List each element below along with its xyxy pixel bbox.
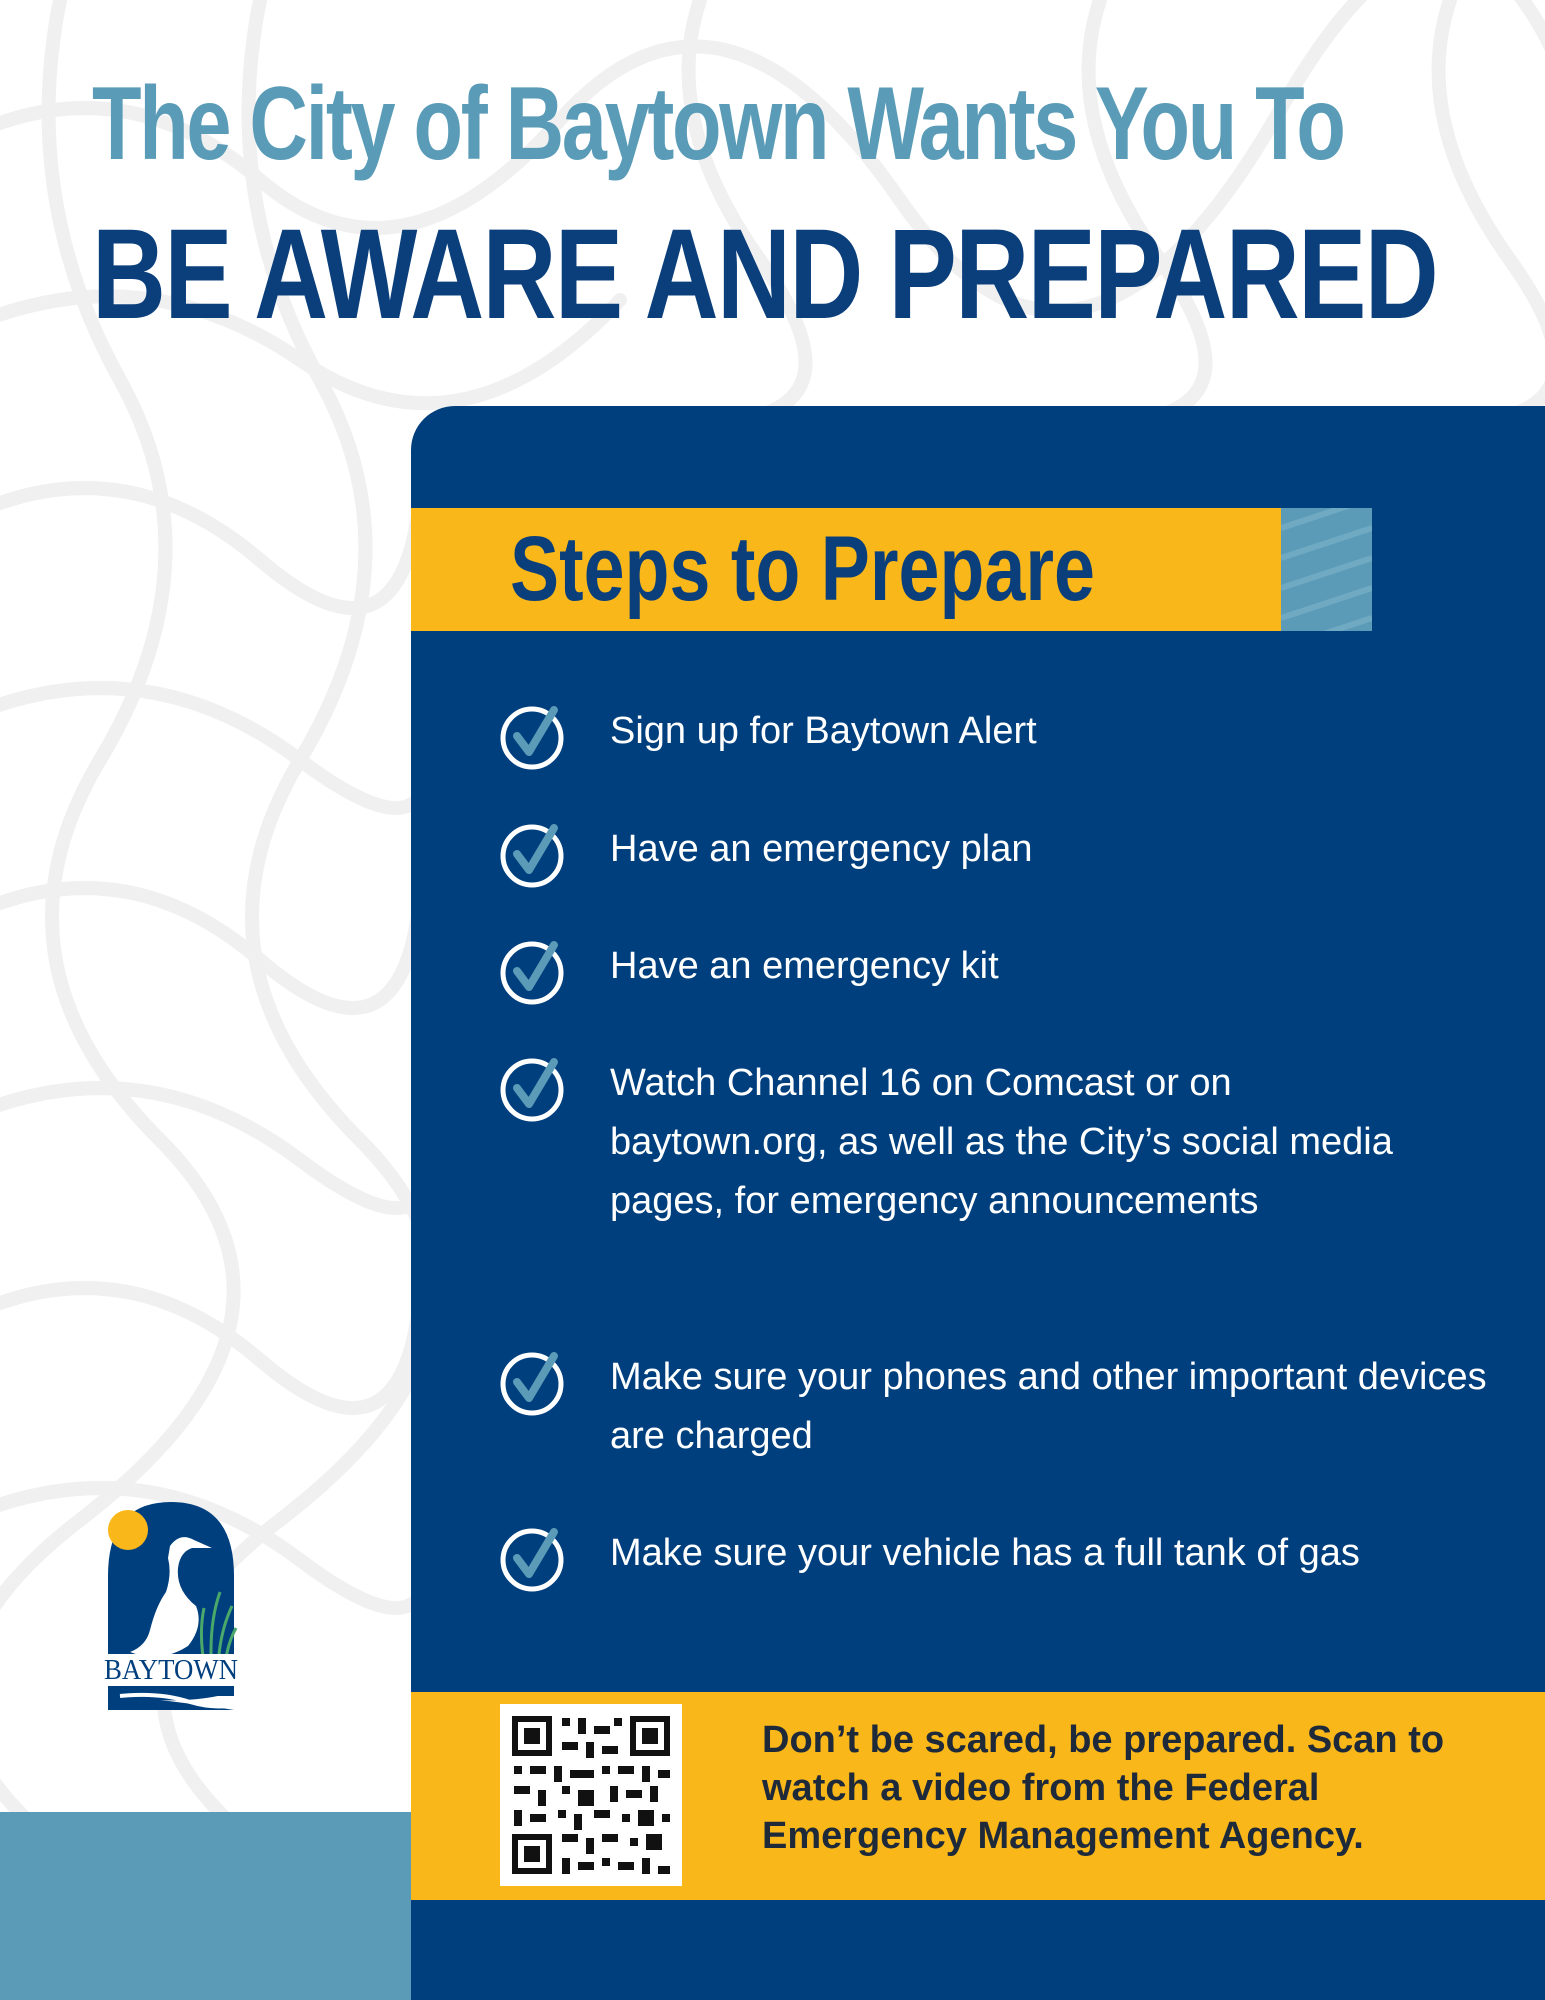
check-circle-icon xyxy=(496,1346,568,1418)
header-subtitle: The City of Baytown Wants You To xyxy=(92,66,1344,182)
header xyxy=(92,62,1505,350)
check-circle-icon xyxy=(496,935,568,1007)
steps-banner-accent xyxy=(1281,508,1372,631)
check-circle-icon xyxy=(496,1052,568,1124)
cta-text: Don’t be scared, be prepared. Scan to watch a video from the Federal Emergency Management Agency. xyxy=(762,1719,1445,1857)
step-label: Make sure your vehicle has a full tank of gas xyxy=(610,1532,1360,1574)
qr-code[interactable] xyxy=(500,1704,682,1886)
steps-title: Steps to Prepare xyxy=(510,518,1095,620)
check-circle-icon xyxy=(496,1522,568,1594)
logo-wordmark: BAYTOWN xyxy=(104,1655,238,1686)
accent-stripes xyxy=(1281,508,1372,631)
check-circle-icon xyxy=(496,818,568,890)
check-circle-icon xyxy=(496,700,568,772)
step-label: Watch Channel 16 on Comcast or on baytown.org, as well as the City’s social media pages, for emergency announcements xyxy=(610,1062,1393,1222)
step-label: Sign up for Baytown Alert xyxy=(610,710,1037,752)
step-label: Have an emergency plan xyxy=(610,828,1033,870)
qr-code-icon xyxy=(500,1704,682,1886)
decorative-teal-block xyxy=(0,1812,411,2000)
step-label: Make sure your phones and other important devices are charged xyxy=(610,1356,1487,1457)
baytown-logo xyxy=(100,1496,242,1718)
step-label: Have an emergency kit xyxy=(610,945,999,987)
header-title: BE AWARE AND PREPARED xyxy=(92,203,1438,346)
